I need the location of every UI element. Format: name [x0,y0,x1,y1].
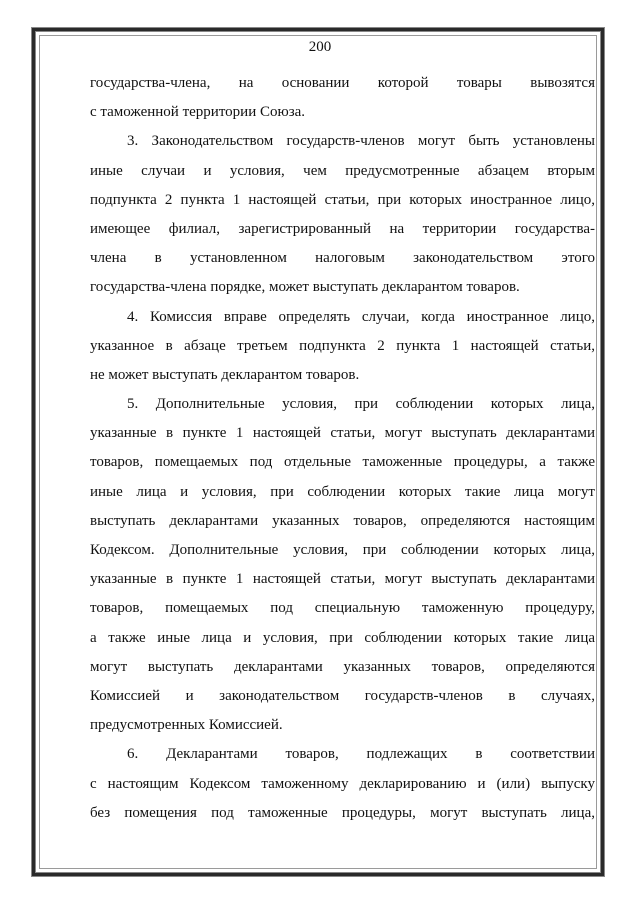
text-line: 6. Декларантами товаров, подлежащих в соответствии [127,746,595,763]
text-line: указанные в пункте 1 настоящей статьи, могут выступать декларантами [90,571,595,588]
text-line: иные случаи и условия, чем предусмотренные абзацем вторым [90,162,595,179]
text-line: государства-члена порядке, может выступать декларантом товаров. [90,279,520,296]
text-line: иные лица и условия, при соблюдении которых такие лица могут [90,483,595,500]
text-line: без помещения под таможенные процедуры, могут выступать лица, [90,804,595,821]
text-line: 5. Дополнительные условия, при соблюдении которых лица, [127,396,595,413]
text-line: члена в установленном налоговым законодательством этого [90,250,595,267]
text-line: Кодексом. Дополнительные условия, при соблюдении которых лица, [90,542,595,558]
page-number: 200 [308,39,332,55]
text-line: могут выступать декларантами указанных товаров, определяются [90,658,595,675]
text-line: Комиссией и законодательством государств-членов в случаях, [90,687,595,704]
text-line: товаров, помещаемых под отдельные таможенные процедуры, а также [90,454,595,471]
text-line: не может выступать декларантом товаров. [90,366,360,383]
text-line: выступать декларантами указанных товаров, определяются настоящим [90,512,595,529]
text-line: а также иные лица и условия, при соблюдении которых такие лица [90,629,595,646]
text-line: 3. Законодательством государств-членов могут быть установлены [127,133,595,150]
text-line: 4. Комиссия вправе определять случаи, когда иностранное лицо, [127,308,595,325]
text-line: предусмотренных Комиссией. [90,717,283,734]
text-line: товаров, помещаемых под специальную таможенную процедуру, [90,600,595,617]
text-line: подпункта 2 пункта 1 настоящей статьи, при которых иностранное лицо, [90,191,595,208]
text-line: указанное в абзаце третьем подпункта 2 пункта 1 настоящей статьи, [90,337,595,354]
text-line: с таможенной территории Союза. [90,104,306,121]
text-line: государства-члена, на основании которой товары вывозятся [90,75,595,91]
text-line: с настоящим Кодексом таможенному декларированию и (или) выпуску [90,775,595,792]
document-body [90,69,595,828]
text-line: указанные в пункте 1 настоящей статьи, могут выступать декларантами [90,425,595,442]
text-line: имеющее филиал, зарегистрированный на территории государства- [90,220,595,237]
